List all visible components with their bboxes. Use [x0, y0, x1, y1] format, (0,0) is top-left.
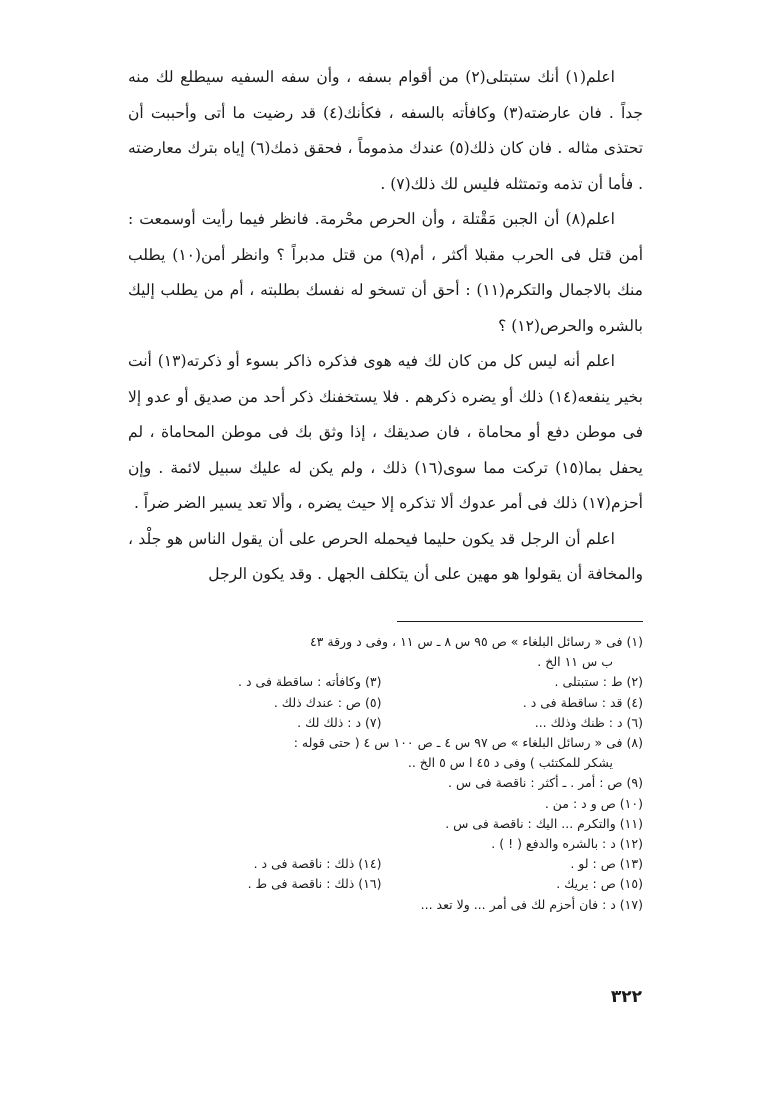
footnote: (٩) ص : أمر . ـ أكثر : ناقصة فى س .	[448, 775, 643, 791]
footnote: (١) فى « رسائل البلغاء » ص ٩٥ س ٨ ـ س ١١ ، وفى د ورقة ٤٣	[309, 634, 643, 649]
footnote: (١١) والتكرم ... اليك : ناقصة فى س .	[445, 815, 643, 831]
footnote: (١٥) ص : يريك .	[556, 876, 643, 892]
footnote: (١٣) ص : لو .	[570, 856, 643, 872]
footnote: (٤) قد : ساقطة فى د .	[522, 694, 643, 710]
footnote-row	[120, 753, 643, 773]
paragraph: اعلم(١) أنك ستبتلى(٢) من أقوام بسفه ، وأن سفه السفيه سيطلع لك منه جداً . فان عارضته(٣) وكافأته بالسفه ، فكأنك(٤) قد رضيت ما أتى وأحببت أن تحتذى مثاله . فان كان ذلك(٥) عندك مذموماً ، فحقق ذمك(٦) إياه بترك معارضته . فأما أن تذمه وتمتثله فليس لك ذلك(٧) .	[128, 68, 644, 193]
footnote-row	[120, 652, 643, 672]
footnote: (١٤) ذلك : ناقصة فى د .	[253, 856, 382, 872]
page-number: ٣٢٢	[610, 987, 642, 1007]
footnote-row	[120, 814, 643, 834]
footnote-row	[120, 693, 643, 713]
paragraph: اعلم(٨) أن الجبن مَقْتلة ، وأن الحرص محْرمة. فانظر فيما رأيت أوسمعت : أمن قتل فى الحرب مقبلا أكثر ، أم(٩) من قتل مدبراً ؟ وانظر أمن(١٠) يطلب منك بالاجمال والتكرم(١١) : أحق أن تسخو له نفسك بطلبته ، أم من يطلب إليك بالشره والحرص(١٢) ؟	[128, 210, 644, 335]
footnote: (٣) وكافأته : ساقطة فى د .	[238, 674, 382, 690]
footnote-row	[120, 895, 643, 915]
footnote: (٦) د : ظنك وذلك ...	[534, 714, 643, 730]
footnote: يشكر للمكتئب ) وفى د ٤٥ ا س ٥ الخ ..	[407, 755, 613, 771]
footnote-row	[120, 834, 643, 854]
footnote-row	[120, 672, 643, 692]
paragraph: اعلم أن الرجل قد يكون حليما فيحمله الحرص على أن يقول الناس هو جلْد ، والمخافة أن يقولوا هو مهين على أن يتكلف الجهل . وقد يكون الرجل	[128, 529, 643, 583]
footnote-row	[120, 713, 643, 733]
paragraph: اعلم أنه ليس كل من كان لك فيه هوى فذكره ذاكر بسوء أو ذكرته(١٣) أنت بخير ينفعه(١٤) ذلك أو يضره ذكرهم . فلا يستخفنك ذكر أحد من صديق أو عدو إلا فى موطن دفع أو محاماة ، فان صديقك ، إذا وثق بك فى موطن المحاماة ، لم يحفل بما(١٥) تركت مما سوى(١٦) ذلك ، ولم يكن له عليك سبيل لائمة . وإن أحزم(١٧) ذلك فى أمر عدوك ألا تذكره إلا حيث يضره ، وألا تعد يسير الضر ضراً .	[128, 352, 643, 512]
footnote: (٢) ط : ستبتلى .	[554, 674, 643, 690]
footnote: (١٢) د : بالشره والدفع ( ! ) .	[491, 836, 643, 852]
footnote-row	[120, 874, 643, 894]
footnote: (٥) ص : عندك ذلك .	[273, 694, 382, 710]
footnote-separator	[397, 621, 643, 622]
footnote: (١٧) د : فان أحزم لك فى أمر ... ولا تعد ...	[420, 896, 643, 912]
footnote-row	[120, 794, 643, 814]
footnote-row	[120, 854, 643, 874]
footnote: ب س ١١ الخ .	[537, 654, 613, 670]
footnote-row	[120, 773, 643, 793]
footnote: (١٦) ذلك : ناقصة فى ط .	[247, 876, 382, 892]
footnote: (٨) فى « رسائل البلغاء » ص ٩٧ س ٤ ـ ص ١٠٠ س ٤ ( حتى قوله :	[293, 735, 643, 751]
footnote: (١٠) ص و د : من .	[544, 795, 643, 811]
footnote-row	[120, 632, 643, 652]
footnote-row	[120, 733, 643, 753]
footnotes	[120, 632, 643, 915]
footnote: (٧) د : ذلك لك .	[297, 714, 382, 730]
main-text	[128, 60, 643, 593]
